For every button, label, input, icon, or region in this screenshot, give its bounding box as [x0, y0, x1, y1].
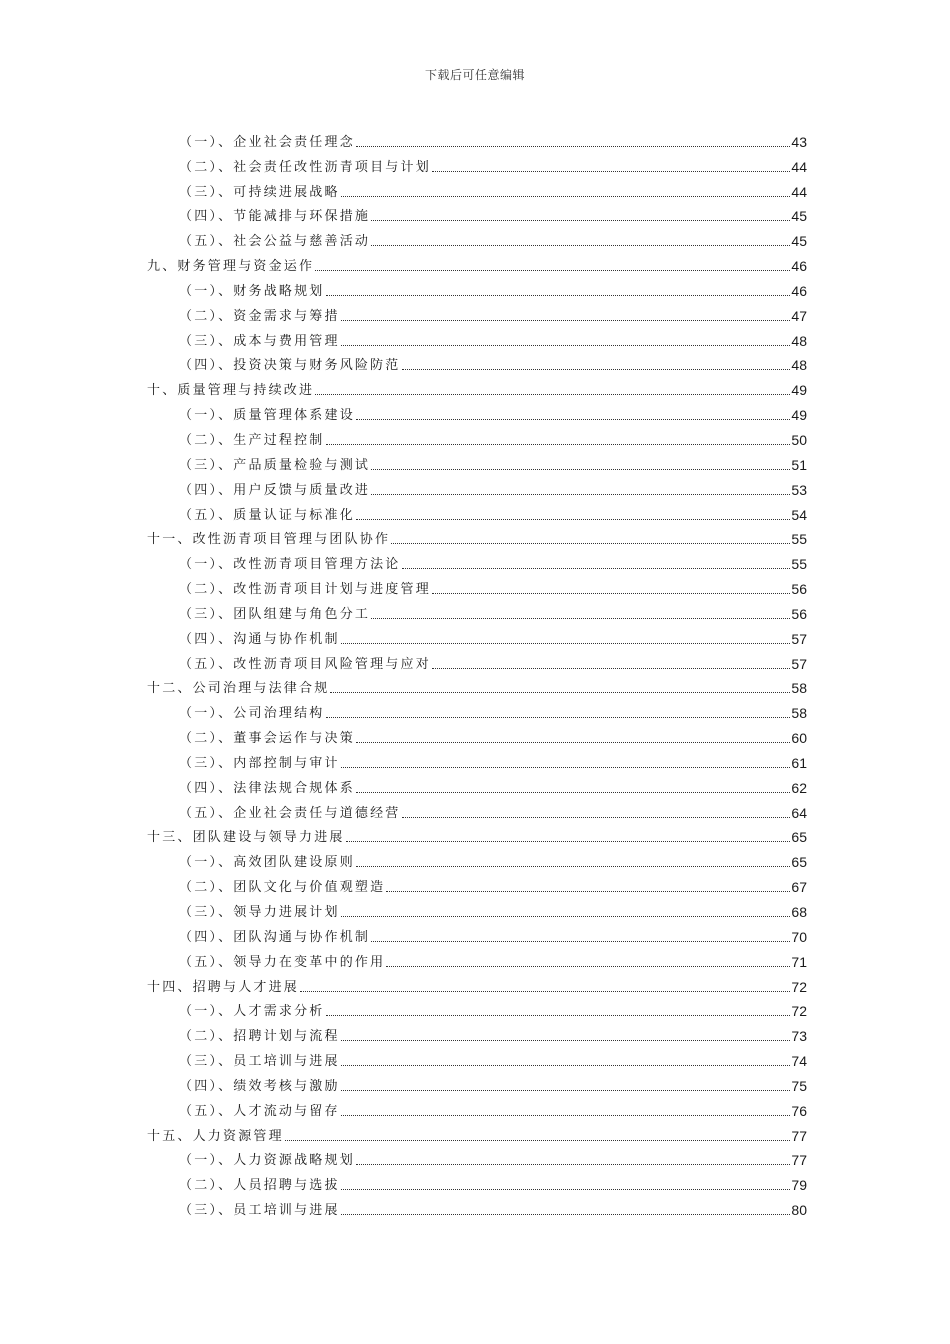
toc-page-number: 50 [791, 431, 807, 448]
toc-dot-leader [326, 444, 791, 445]
toc-page-number: 62 [791, 779, 807, 796]
toc-section-entry[interactable] [147, 126, 807, 151]
toc-dot-leader [432, 593, 791, 594]
toc-entry-label: （二）、人员招聘与选拔 [179, 1178, 340, 1194]
toc-dot-leader [356, 792, 791, 793]
toc-section-entry[interactable] [147, 225, 807, 250]
toc-dot-leader [402, 568, 791, 569]
toc-entry-label: （一）、质量管理体系建设 [179, 408, 355, 424]
toc-page-number: 73 [791, 1028, 807, 1045]
toc-dot-leader [371, 220, 790, 221]
toc-entry-label: （三）、员工培训与进展 [179, 1203, 340, 1219]
toc-entry-label: （二）、团队文化与价值观塑造 [179, 880, 386, 896]
toc-section-entry[interactable] [147, 846, 807, 871]
toc-dot-leader [285, 1140, 791, 1141]
toc-section-entry[interactable] [147, 201, 807, 226]
toc-section-entry[interactable] [147, 573, 807, 598]
toc-entry-label: （四）、法律法规合规体系 [179, 780, 355, 796]
toc-page-number: 77 [791, 1152, 807, 1169]
toc-entry-label: （四）、沟通与协作机制 [179, 631, 340, 647]
toc-entry-label: 十、质量管理与持续改进 [147, 383, 315, 399]
toc-entry-label: （五）、人才流动与留存 [179, 1103, 340, 1119]
toc-section-entry[interactable] [147, 548, 807, 573]
toc-section-entry[interactable] [147, 896, 807, 921]
toc-chapter-entry[interactable] [147, 971, 807, 996]
toc-page-number: 56 [791, 581, 807, 598]
toc-page-number: 49 [791, 382, 807, 399]
toc-entry-label: 十四、招聘与人才进展 [147, 979, 300, 995]
toc-entry-label: （四）、投资决策与财务风险防范 [179, 358, 401, 374]
toc-dot-leader [341, 345, 791, 346]
toc-page-number: 43 [791, 133, 807, 150]
toc-entry-label: 十二、公司治理与法律合规 [147, 681, 330, 697]
toc-page-number: 75 [791, 1077, 807, 1094]
toc-dot-leader [326, 1015, 791, 1016]
toc-entry-label: （三）、团队组建与角色分工 [179, 606, 371, 622]
toc-section-entry[interactable] [147, 722, 807, 747]
toc-dot-leader [356, 519, 791, 520]
toc-section-entry[interactable] [147, 598, 807, 623]
toc-dot-leader [356, 146, 791, 147]
toc-page-number: 45 [791, 208, 807, 225]
toc-chapter-entry[interactable] [147, 524, 807, 549]
toc-page-number: 79 [791, 1177, 807, 1194]
toc-section-entry[interactable] [147, 996, 807, 1021]
toc-dot-leader [341, 1090, 791, 1091]
toc-entry-label: 十三、团队建设与领导力进展 [147, 830, 345, 846]
toc-section-entry[interactable] [147, 1070, 807, 1095]
toc-section-entry[interactable] [147, 176, 807, 201]
toc-dot-leader [356, 1164, 791, 1165]
toc-page-number: 70 [791, 928, 807, 945]
toc-page-number: 46 [791, 258, 807, 275]
toc-page-number: 57 [791, 630, 807, 647]
page-header-note: 下载后可任意编辑 [424, 68, 525, 82]
toc-dot-leader [300, 991, 790, 992]
toc-chapter-entry[interactable] [147, 822, 807, 847]
toc-dot-leader [432, 171, 791, 172]
toc-dot-leader [341, 196, 791, 197]
toc-page-number: 49 [791, 407, 807, 424]
toc-entry-label: （三）、产品质量检验与测试 [179, 457, 371, 473]
toc-dot-leader [371, 245, 790, 246]
toc-dot-leader [371, 941, 790, 942]
toc-dot-leader [356, 866, 791, 867]
toc-page-number: 74 [791, 1053, 807, 1070]
toc-entry-label: （三）、内部控制与审计 [179, 755, 340, 771]
toc-dot-leader [391, 543, 790, 544]
toc-entry-label: （一）、高效团队建设原则 [179, 855, 355, 871]
toc-page-number: 55 [791, 556, 807, 573]
toc-page-number: 48 [791, 332, 807, 349]
toc-page-number: 76 [791, 1102, 807, 1119]
toc-section-entry[interactable] [147, 275, 807, 300]
toc-dot-leader [341, 320, 791, 321]
toc-dot-leader [326, 295, 791, 296]
toc-page-number: 56 [791, 605, 807, 622]
toc-dot-leader [356, 742, 791, 743]
toc-entry-label: （一）、财务战略规划 [179, 283, 325, 299]
toc-dot-leader [371, 494, 790, 495]
toc-dot-leader [346, 841, 791, 842]
toc-page-number: 64 [791, 804, 807, 821]
toc-page-number: 45 [791, 233, 807, 250]
toc-dot-leader [402, 817, 791, 818]
toc-dot-leader [315, 270, 790, 271]
toc-dot-leader [341, 767, 791, 768]
toc-section-entry[interactable] [147, 772, 807, 797]
toc-page-number: 53 [791, 481, 807, 498]
toc-entry-label: （二）、生产过程控制 [179, 432, 325, 448]
toc-dot-leader [432, 668, 791, 669]
toc-entry-label: （一）、人才需求分析 [179, 1004, 325, 1020]
toc-entry-label: （五）、企业社会责任与道德经营 [179, 805, 401, 821]
toc-dot-leader [315, 394, 790, 395]
toc-entry-label: （一）、改性沥青项目管理方法论 [179, 557, 401, 573]
toc-page-number: 77 [791, 1127, 807, 1144]
toc-section-entry[interactable] [147, 399, 807, 424]
toc-entry-label: （五）、质量认证与标准化 [179, 507, 355, 523]
toc-entry-label: （四）、节能减排与环保措施 [179, 209, 371, 225]
toc-dot-leader [341, 643, 791, 644]
toc-section-entry[interactable] [147, 1194, 807, 1219]
toc-entry-label: （三）、领导力进展计划 [179, 905, 340, 920]
toc-entry-label: （五）、社会公益与慈善活动 [179, 234, 371, 250]
toc-page-number: 57 [791, 655, 807, 672]
toc-dot-leader [341, 1189, 791, 1190]
toc-entry-label: 十一、改性沥青项目管理与团队协作 [147, 532, 391, 548]
toc-page-number: 71 [791, 953, 807, 970]
toc-entry-label: （五）、改性沥青项目风险管理与应对 [179, 656, 431, 672]
toc-chapter-entry[interactable] [147, 1120, 807, 1145]
toc-dot-leader [371, 469, 790, 470]
toc-section-entry[interactable] [147, 449, 807, 474]
toc-entry-label: （三）、成本与费用管理 [179, 333, 340, 349]
toc-page-number: 65 [791, 829, 807, 846]
toc-entry-label: （二）、招聘计划与流程 [179, 1029, 340, 1045]
toc-entry-label: 十五、人力资源管理 [147, 1128, 284, 1144]
toc-entry-label: （四）、团队沟通与协作机制 [179, 929, 371, 945]
toc-page-number: 80 [791, 1202, 807, 1219]
toc-dot-leader [330, 692, 790, 693]
toc-section-entry[interactable] [147, 1169, 807, 1194]
toc-entry-label: （一）、公司治理结构 [179, 706, 325, 722]
toc-entry-label: （二）、改性沥青项目计划与进度管理 [179, 582, 431, 598]
toc-page-number: 67 [791, 879, 807, 896]
toc-entry-label: （二）、社会责任改性沥青项目与计划 [179, 159, 431, 175]
toc-entry-label: （二）、资金需求与筹措 [179, 308, 340, 324]
toc-chapter-entry[interactable] [147, 374, 807, 399]
toc-entry-label: （四）、绩效考核与激励 [179, 1078, 340, 1094]
toc-entry-label: 九、财务管理与资金运作 [147, 259, 315, 275]
toc-dot-leader [402, 369, 791, 370]
toc-section-entry[interactable] [147, 747, 807, 772]
toc-section-entry[interactable] [147, 1145, 807, 1170]
toc-dot-leader [386, 966, 790, 967]
toc-page-number: 47 [791, 307, 807, 324]
toc-section-entry[interactable] [147, 623, 807, 648]
toc-entry-label: （三）、可持续进展战略 [179, 184, 340, 200]
toc-section-entry[interactable] [147, 1095, 807, 1120]
toc-page-number: 44 [791, 158, 807, 175]
toc-entry-label: （一）、人力资源战略规划 [179, 1153, 355, 1169]
toc-dot-leader [371, 618, 790, 619]
toc-section-entry[interactable] [147, 300, 807, 325]
toc-section-entry[interactable] [147, 697, 807, 722]
toc-section-entry[interactable] [147, 499, 807, 524]
toc-section-entry[interactable] [147, 871, 807, 896]
toc-entry-label: （一）、企业社会责任理念 [179, 134, 355, 150]
toc-page-number: 58 [791, 680, 807, 697]
toc-dot-leader [386, 891, 790, 892]
toc-section-entry[interactable] [147, 1020, 807, 1045]
toc-dot-leader [341, 916, 791, 917]
toc-dot-leader [341, 1065, 791, 1066]
toc-page-number: 68 [791, 904, 807, 920]
toc-page-number: 55 [791, 531, 807, 548]
toc-dot-leader [341, 1214, 791, 1215]
toc-dot-leader [356, 419, 791, 420]
toc-chapter-entry[interactable] [147, 250, 807, 275]
toc-chapter-entry[interactable] [147, 673, 807, 698]
toc-page-number: 48 [791, 357, 807, 374]
toc-section-entry[interactable] [147, 1045, 807, 1070]
toc-page-number: 65 [791, 854, 807, 871]
toc-page-number: 72 [791, 1003, 807, 1020]
toc-section-entry[interactable] [147, 648, 807, 673]
toc-dot-leader [341, 1115, 791, 1116]
toc-dot-leader [326, 717, 791, 718]
toc-page-number: 61 [791, 754, 807, 771]
toc-page-number: 51 [791, 456, 807, 473]
toc-page-number: 72 [791, 978, 807, 995]
toc-section-entry[interactable] [147, 921, 807, 946]
toc-section-entry[interactable] [147, 325, 807, 350]
toc-page-number: 60 [791, 730, 807, 747]
toc-entry-label: （四）、用户反馈与质量改进 [179, 482, 371, 498]
toc-entry-label: （三）、员工培训与进展 [179, 1054, 340, 1070]
toc-section-entry[interactable] [147, 350, 807, 375]
toc-entry-label: （二）、董事会运作与决策 [179, 731, 355, 747]
toc-section-entry[interactable] [147, 424, 807, 449]
toc-page-number: 58 [791, 705, 807, 722]
toc-entry-label: （五）、领导力在变革中的作用 [179, 954, 386, 970]
table-of-contents [147, 126, 807, 1219]
toc-section-entry[interactable] [147, 151, 807, 176]
toc-dot-leader [341, 1040, 791, 1041]
toc-page-number: 44 [791, 183, 807, 200]
toc-section-entry[interactable] [147, 797, 807, 822]
toc-page-number: 54 [791, 506, 807, 523]
toc-section-entry[interactable] [147, 474, 807, 499]
toc-section-entry[interactable] [147, 946, 807, 971]
toc-page-number: 46 [791, 282, 807, 299]
